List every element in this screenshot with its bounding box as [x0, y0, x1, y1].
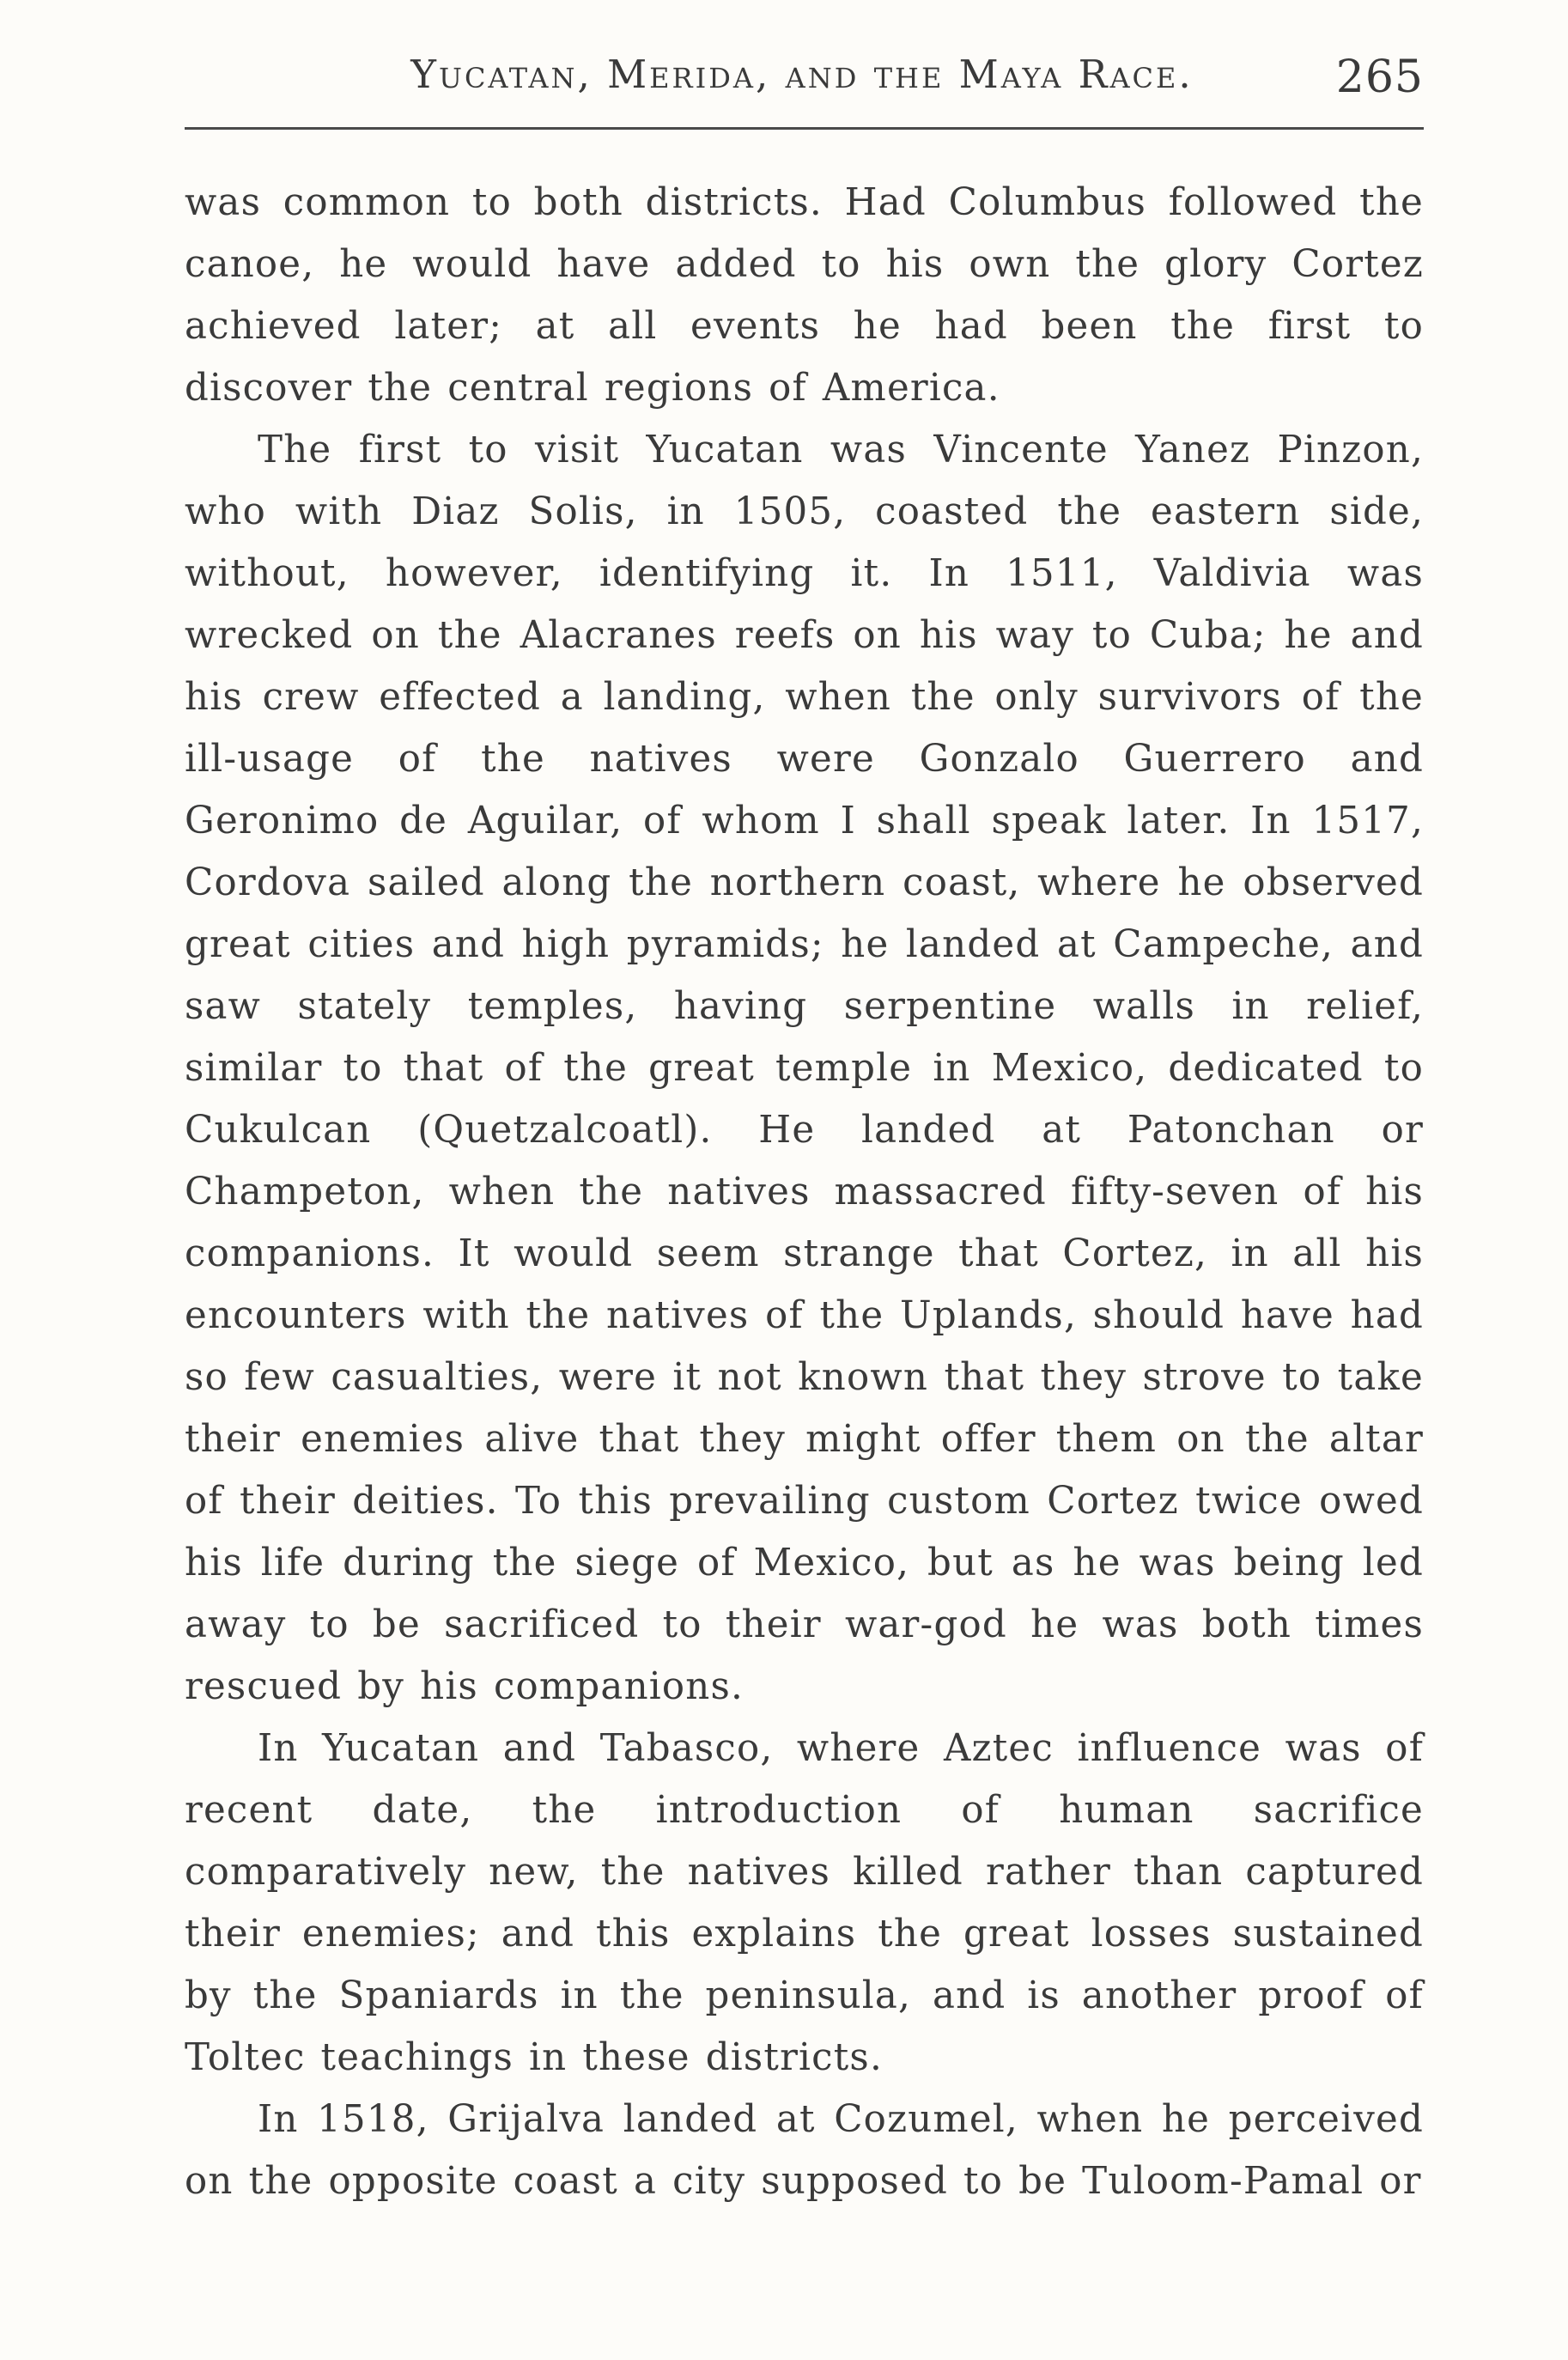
page-number: 265	[1335, 52, 1424, 103]
running-title: Yucatan, Merida, and the Maya Race.	[410, 52, 1194, 97]
running-head	[180, 41, 1424, 127]
paragraph: In 1518, Grijalva landed at Cozumel, when he perceived on the opposite coast a city supposed to be Tuloom-Pamal or	[185, 2098, 1424, 2203]
paragraph: In Yucatan and Tabasco, where Aztec influence was of recent date, the introduction of human sacrifice comparatively new, the natives killed rather than captured their enemies; and this explains the great losses sustained by the Spaniards in the peninsula, and is another proof of Toltec teachings in these districts.	[185, 1727, 1424, 2079]
paragraph: The first to visit Yucatan was Vincente Yanez Pinzon, who with Diaz Solis, in 1505, coasted the eastern side, without, however, identifying it. In 1511, Valdivia was wrecked on the Alacranes reefs on his way to Cuba; he and his crew effected a landing, when the only survivors of the ill-usage of the natives were Gonzalo Guerrero and Geronimo de Aguilar, of whom I shall speak later. In 1517, Cordova sailed along the northern coast, where he observed great cities and high pyramids; he landed at Campeche, and saw stately temples, having serpentine walls in relief, similar to that of the great temple in Mexico, dedicated to Cukulcan (Quetzalcoatl). He landed at Patonchan or Champeton, when the natives massacred fifty-seven of his companions. It would seem strange that Cortez, in all his encounters with the natives of the Uplands, should have had so few casualties, were it not known that they strove to take their enemies alive that they might offer them on the altar of their deities. To this prevailing custom Cortez twice owed his life during the siege of Mexico, but as he was being led away to be sacrificed to their war-god he was both times rescued by his companions.	[185, 429, 1424, 1708]
paragraph-continuation: was common to both districts. Had Columbus followed the canoe, he would have added to his own the glory Cortez achieved later; at all events he had been the first to discover the central regions of America.	[185, 181, 1424, 410]
header-rule	[185, 127, 1424, 130]
body-text	[185, 172, 1424, 2212]
